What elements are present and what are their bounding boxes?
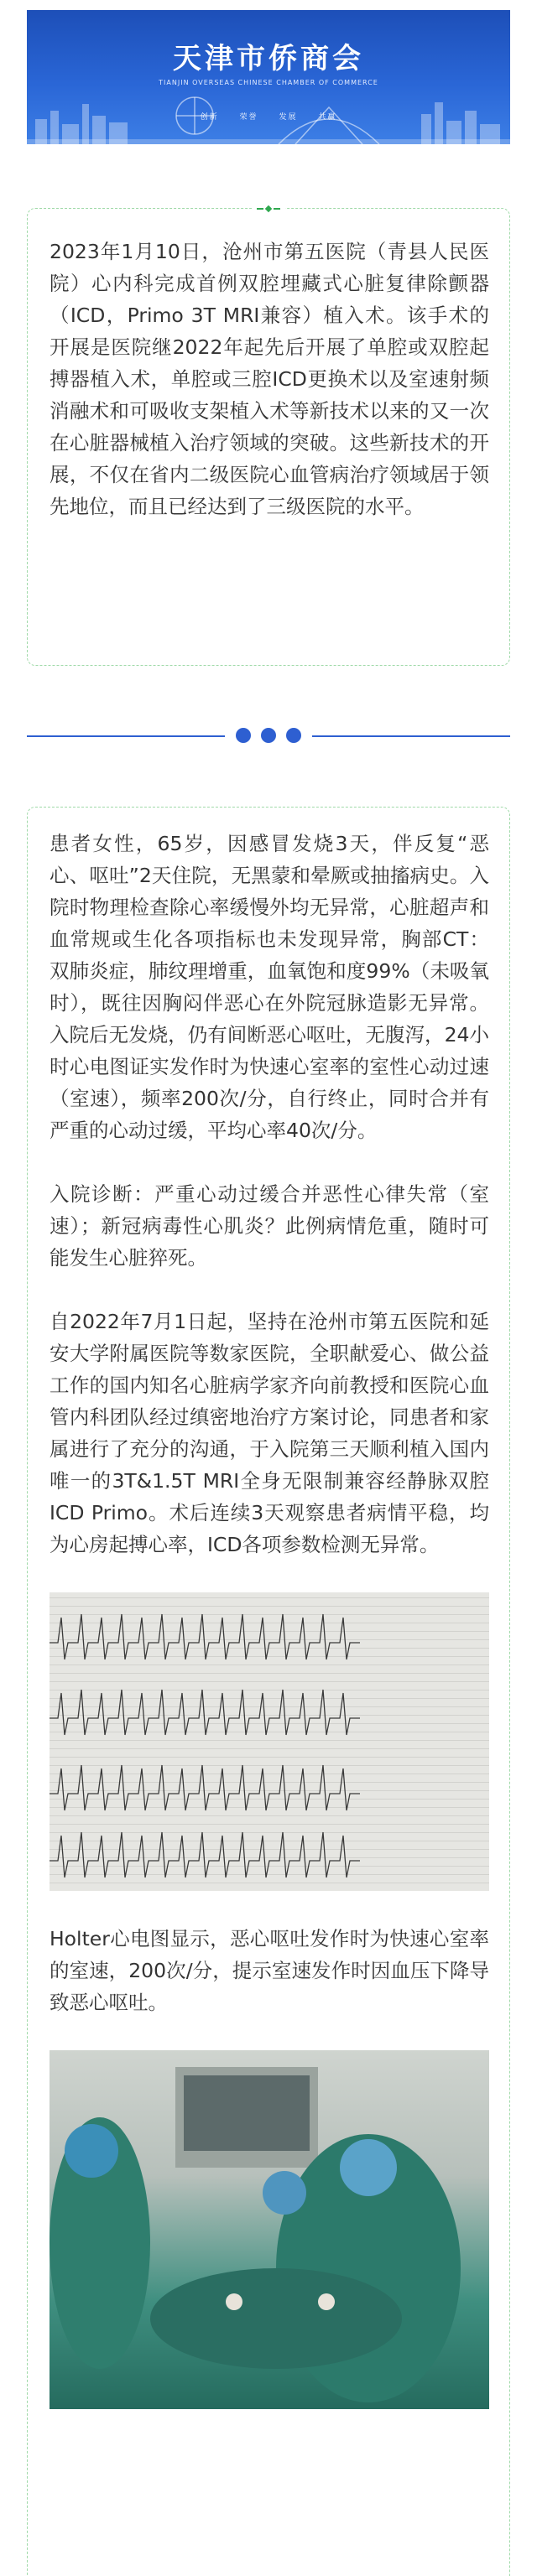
divider-dots-icon: [236, 728, 301, 743]
header-banner: [27, 10, 510, 144]
banner-subtitle: TIANJIN OVERSEAS CHINESE CHAMBER OF COMMERCE: [159, 79, 378, 86]
intro-paragraph: 2023年1月10日，沧州市第五医院（青县人民医院）心内科完成首例双腔埋藏式心脏复律除颤器（ICD，Primo 3T MRI兼容）植入术。该手术的开展是医院继2022年起先后开展了单腔或双腔起搏器植入术，单腔或三腔ICD更换术以及室速射频消融术和可吸收支架植入术等新技术以来的又一次在心脏器械植入治疗领域的突破。这些新技术的开展，不仅在省内二级医院心血管病治疗领域居于领先地位，而且已经达到了三级医院的水平。: [50, 240, 489, 518]
ecg-strip-image: [50, 1592, 489, 1891]
case-paragraph: 患者女性，65岁，因感冒发烧3天，伴反复“恶心、呕吐”2天住院，无黑蒙和晕厥或抽搐病史。入院时物理检查除心率缓慢外均无异常，心脏超声和血常规或生化各项指标也未发现异常，胸部CT：双肺炎症，肺纹理增重，血氧饱和度99%（未吸氧时），既往因胸闷伴恶心在外院冠脉造影无异常。入院后无发烧，仍有间断恶心呕吐，无腹泻，24小时心电图证实发作时为快速心室率的室性心动过速（室速），频率200次/分，自行终止，同时合并有严重的心动过缓，平均心率40次/分。: [50, 832, 489, 1142]
case-paragraph: 自2022年7月1日起，坚持在沧州市第五医院和延安大学附属医院等数家医院，全职献爱心、做公益工作的国内知名心脏病学家齐向前教授和医院心血管内科团队经过缜密地治疗方案讨论，同患者和家属进行了充分的沟通，于入院第三天顺利植入国内唯一的3T&1.5T MRI全身无限制兼容经静脉双腔ICD Primo。术后连续3天观察患者病情平稳，均为心房起搏心率，ICD各项参数检测无异常。: [50, 1310, 489, 1556]
banner-title: 天津市侨商会: [173, 42, 364, 75]
surgery-photo: [50, 2050, 489, 2409]
banner-tags: [27, 111, 510, 122]
banner-tag: 创新: [200, 113, 219, 122]
banner-tag: 荣誉: [239, 113, 258, 122]
case-paragraph: 入院诊断：严重心动过缓合并恶性心律失常（室速）；新冠病毒性心肌炎？此例病情危重，随时可能发生心脏猝死。: [50, 1182, 489, 1270]
intro-card: [27, 208, 510, 666]
banner-tag: 发展: [279, 113, 298, 122]
section-divider: [27, 724, 510, 748]
card-ornament-icon: [252, 202, 285, 216]
holter-caption: Holter心电图显示，恶心呕吐发作时为快速心室率的室速，200次/分，提示室速发作时因血压下降导致恶心呕吐。: [50, 1927, 489, 2014]
case-card: [27, 807, 510, 2576]
banner-tag: 共赢: [318, 113, 337, 122]
